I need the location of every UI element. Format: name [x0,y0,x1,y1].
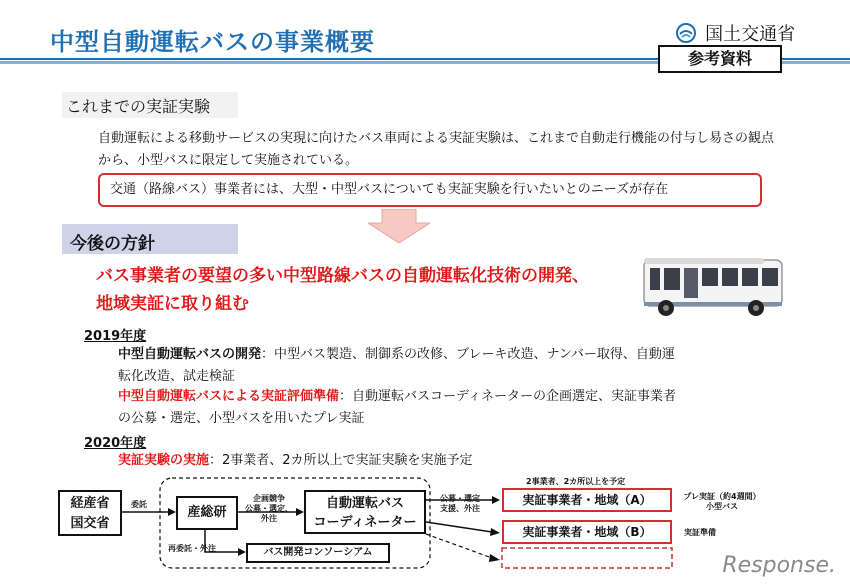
plan-competition-label [242,494,296,524]
response-watermark: Response. [722,553,836,578]
pre-demo-note [682,492,762,512]
aist-box: 産総研 [176,496,238,530]
public-label-2: 支援、外注 [440,504,480,513]
plan-label-3: 外注 [261,514,277,523]
mlit-label: 国交省 [70,516,110,531]
page-title: 中型自動運転バスの事業概要 [50,28,375,56]
consortium-box: バス開発コンソーシアム [246,543,390,563]
coordinator-line1: 自動運転バス [325,496,404,511]
plan-label-1: 企画競争 [253,494,285,503]
public-label-1: 公募・選定 [440,494,480,503]
plan-item-1-text-b: 転化改造、試走検証 [118,369,236,384]
pre-demo-label: プレ実証（約4週間） [683,492,761,501]
section-past-heading: これまでの実証実験 [66,97,211,116]
plan-label-2: 公募・選定、 [245,504,293,513]
policy-headline-line1: バス事業者の要望の多い中型路線バスの自動運転化技術の開発、 [96,266,589,286]
demo-prep-label: 実証準備 [684,528,716,537]
small-bus-label: 小型バス [706,502,738,511]
consign-label: 委託 [131,500,147,509]
policy-headline-line2: 地域実証に取り組む [96,294,249,314]
plan-item-1-text-a: ：中型バス製造、制御系の改修、ブレーキ改造、ナンバー取得、自動運 [261,347,675,362]
needs-callout: 交通（路線バス）事業者には、大型・中型バスについても実証実験を行いたいとのニーズが存在 [98,173,762,207]
coordinator-box [304,490,426,534]
public-select-label [440,494,480,514]
plan-item-3-text: ：2事業者、2カ所以上で実証実験を実施予定 [209,453,473,468]
ministries-box [58,490,122,536]
section-past-paragraph: 自動運転による移動サービスの実現に向けたバス車両による実証実験は、これまで自動走行機能の付与し易さの観点から、小型バスに限定して実施されている。 [98,131,775,168]
plan-item-2-label: 中型自動運転バスによる実証評価準備 [118,389,340,404]
operators-note: 2事業者、2カ所以上を予定 [526,477,626,486]
meti-label: 経産省 [70,496,110,511]
operator-b-box: 実証事業者・地域（B） [502,520,672,544]
reference-badge: 参考資料 [658,45,782,73]
plan-item-2-text-a: ：自動運転バスコーディネーターの企画選定、実証事業者 [339,389,676,404]
year-2019: 2019年度 [84,329,147,344]
year-2020: 2020年度 [84,436,147,451]
recommission-label: 再委託・外注 [168,544,216,553]
section-future-heading: 今後の方針 [70,234,155,254]
plan-item-2-text-b: の公募・選定、小型バスを用いたプレ実証 [118,411,365,426]
plan-item-1-label: 中型自動運転バスの開発 [118,347,262,362]
operator-a-box: 実証事業者・地域（A） [502,488,672,512]
coordinator-line2: コーディネーター [313,515,417,530]
plan-item-3-label: 実証実験の実施 [118,453,210,468]
ministry-name: 国土交通省 [705,24,796,45]
